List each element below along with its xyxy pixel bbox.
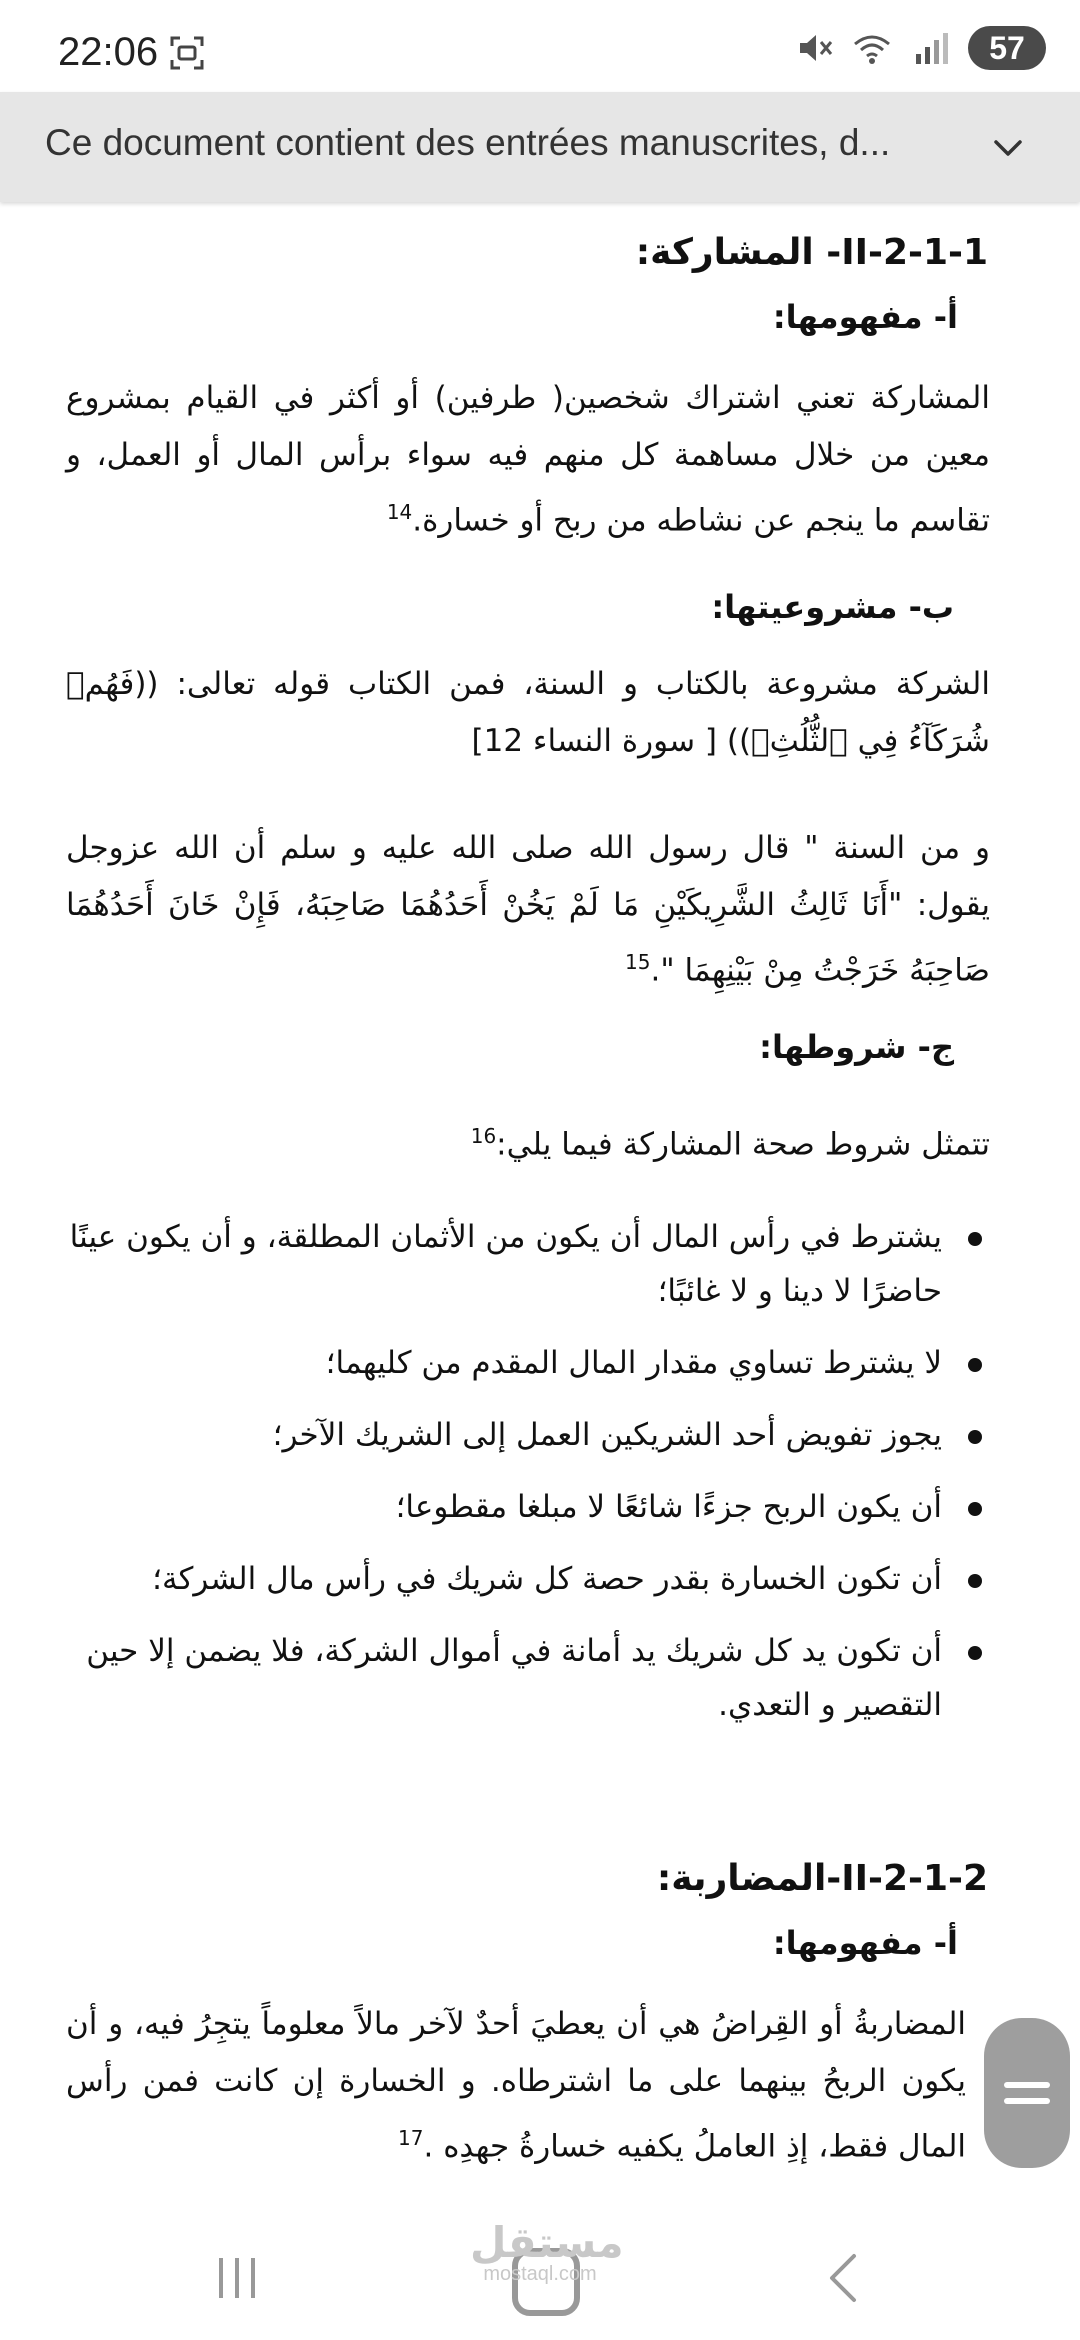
screenshot-icon xyxy=(170,36,204,70)
scroll-handle[interactable] xyxy=(984,2018,1070,2168)
mute-icon xyxy=(794,28,834,68)
list-item: أن يكون الربح جزءًا شائعًا لا مبلغا مقطوعا؛ xyxy=(66,1480,990,1534)
clock: 22:06 xyxy=(58,30,159,74)
section-2-title: II-2-1-2-المضاربة: xyxy=(656,1858,988,1899)
footnote-marker: 16 xyxy=(470,1124,497,1148)
banner-text: Ce document contient des entrées manuscrites, d... xyxy=(45,122,891,163)
list-item: يجوز تفويض أحد الشريكين العمل إلى الشريك الآخر؛ xyxy=(66,1408,990,1462)
battery-indicator: 57 xyxy=(968,26,1046,70)
wifi-icon xyxy=(852,28,892,68)
section-2-concept-heading: أ- مفهومها: xyxy=(772,1924,958,1962)
footnote-marker: 14 xyxy=(386,500,413,524)
footnote-marker: 15 xyxy=(625,950,651,974)
conditions-list xyxy=(66,1210,990,1750)
section-1-sunnah-text: و من السنة " قال رسول الله صلى الله عليه و سلم أن الله عزوجل يقول: "أَنَا ثَالِثُ الشَّرِيكَيْنِ مَا لَمْ يَخُنْ أَحَدُهُمَا صَاحِبَهُ، فَإِنْ خَانَ أَحَدُهُمَا صَاحِبَهُ خَرَجْتُ مِنْ بَيْنِهِمَا ".$^{15}$ xyxy=(66,830,990,989)
list-item: أن تكون يد كل شريك يد أمانة في أموال الشركة، فلا يضمن إلا حين التقصير و التعدي. xyxy=(66,1624,990,1732)
section-1-conditions-heading: ج- شروطها: xyxy=(759,1028,954,1066)
list-item: يشترط في رأس المال أن يكون من الأثمان المطلقة، و أن يكون عينًا حاضرًا لا دينا و لا غائبًا؛ xyxy=(66,1210,990,1318)
list-item: أن تكون الخسارة بقدر حصة كل شريك في رأس مال الشركة؛ xyxy=(66,1552,990,1606)
document-notice-banner[interactable] xyxy=(0,92,1080,202)
section-1-concept-heading: أ- مفهومها: xyxy=(772,298,958,336)
watermark: مستقل mostaql.com xyxy=(470,2219,624,2285)
section-1-title: II-2-1-1- المشاركة: xyxy=(635,232,988,273)
recent-apps-icon[interactable] xyxy=(215,2256,259,2300)
chevron-down-icon[interactable] xyxy=(988,128,1028,168)
section-1-concept-text: المشاركة تعني اشتراك شخصين( طرفين) أو أكثر في القيام بمشروع معين من خلال مساهمة كل منهم فيه سواء برأس المال أو العمل، و تقاسم ما ينجم عن نشاطه من ربح أو خسارة.$^{14}$ xyxy=(66,380,990,539)
section-2-concept-text: المضاربةُ أو القِراضُ هي أن يعطيَ أحدٌ لآخر مالاً معلوماً يتجِرُ فيه، و أن يكون الربحُ بينهما على ما اشترطاه. و الخسارة إن كانت فمن رأس المال فقط، إذِ العاملُ يكفيه خسارةُ جهدِه .$^{17}$ xyxy=(66,2006,966,2165)
status-bar xyxy=(0,0,1080,92)
section-1-legitimacy-heading: ب- مشروعيتها: xyxy=(711,588,954,626)
footnote-marker: 17 xyxy=(398,2126,424,2150)
back-icon[interactable] xyxy=(820,2252,868,2304)
list-item: لا يشترط تساوي مقدار المال المقدم من كليهما؛ xyxy=(66,1336,990,1390)
section-1-conditions-intro: تتمثل شروط صحة المشاركة فيما يلي:$^{16}$ xyxy=(470,1124,990,1163)
section-1-legitimacy-text: الشركة مشروعة بالكتاب و السنة، فمن الكتاب قوله تعالى: ((فَهُمۡ شُرَكَآءُ فِي ٱلثُّلُثِۚ)) [ سورة النساء 12] xyxy=(66,666,990,759)
signal-icon xyxy=(910,28,950,68)
document-view[interactable] xyxy=(0,202,1080,2212)
